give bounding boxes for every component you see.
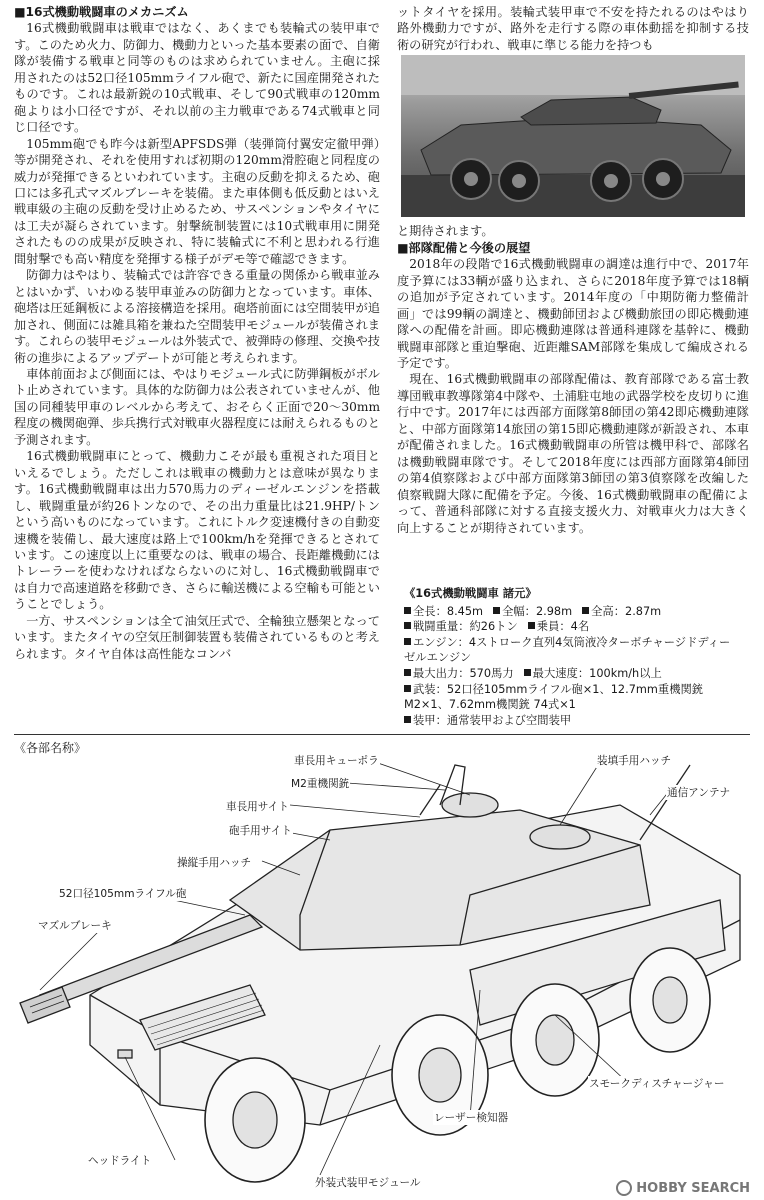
label-commander-sight: 車長用サイト [226,801,289,813]
watermark [616,1180,750,1196]
spec-item: 最大出力：570馬力 [404,666,514,682]
spec-row [404,635,744,666]
section-divider [14,734,750,735]
spec-row [404,713,744,729]
spec-row [404,666,744,682]
label-main-gun: 52口径105mmライフル砲 [59,888,187,900]
section-heading-mechanism: ■16式機動戦闘車のメカニズム [14,5,189,19]
spec-row [404,619,744,635]
spec-box [404,586,744,728]
label-gunner-sight: 砲手用サイト [229,825,292,837]
spec-item: 武装：52口径105mmライフル砲×1、12.7mm重機関銃 M2×1、7.62mm機関銃 74式×1 [404,682,704,712]
right-column [397,4,749,536]
spec-title: 《16式機動戦闘車 諸元》 [404,587,537,600]
label-smoke-discharger: スモークディスチャージャー [589,1078,725,1090]
spec-item: 全長：8.45m [404,604,483,620]
section-heading-deployment: ■部隊配備と今後の展望 [397,240,531,255]
label-m2-machine-gun: M2重機関銃 [291,778,350,790]
paragraph: 16式機動戦闘車にとって、機動力こそが最も重視された項目といえるでしょう。ただしこれは戦車の機動力とは意味が異なります。16式機動戦闘車は出力570馬力のディーゼルエンジンを搭載し、戦闘重量が約26トンなので、その出力重量比は21.9HP/トンという高いものになっています。これにトルク変速機付きの自動変速機を装備し、最大速度は路上で100km/hを発揮できるとされています。この速度以上に重要なのは、戦車の場合、長距離機動にはトレーラーを使わなければならないのに対し、16式機動戦闘車では自力で高速道路を移動でき、さらに輸送機による空輸も可能ということでしょう。 [14,449,380,612]
spec-item: 最大速度：100km/h以上 [524,666,662,682]
paragraph: 車体前面および側面には、やはりモジュール式に防弾鋼板がボルト止めされています。具体的な防御力は公表されていませんが、他国の同種装甲車のレベルから考えて、おそらく正面で20～30mm程度の機関砲弾、歩兵携行式対戦車火器程度には耐えられるものと予測されます。 [14,366,380,447]
spec-row [404,682,744,713]
label-laser-detector: レーザー検知器 [434,1112,509,1124]
label-antenna: 通信アンテナ [667,787,731,799]
paragraph: 16式機動戦闘車は戦車ではなく、あくまでも装輪式の装甲車です。このため火力、防御力、機動力といった基本要素の面で、自衛隊が装備する戦車と同等のものは求められていません。主砲に採用されたのは52口径105mmライフル砲で、新たに国産開発されたものです。これは最新鋭の10式戦車、そして90式戦車の120mm砲よりは小口径ですが、それ以前の主力戦車である74式戦車と同じ口径です。 [14,21,380,135]
paragraph-continued: ットタイヤを採用。装輪式装甲車で不安を持たれるのはやはり路外機動力ですが、路外を走行する際の車体動揺を抑制する技術の研究が行われ、戦車に準じる能力を持つも [397,5,749,52]
vehicle-photo [401,55,745,217]
label-driver-hatch: 操縦手用ハッチ [177,857,252,869]
paragraph: 防御力はやはり、装輪式では許容できる重量の関係から戦車並みとはいかず、いわゆる装甲車並みの防御力となっています。車体、砲塔は圧延鋼板による溶接構造を採用。砲塔前面には空間装甲が追加され、側面には雑具箱を兼ねた空間装甲モジュールが装備されます。これらの装甲モジュールは外装式で、被弾時の修理、交換や技術の進歩によるアップデートが可能と考えられます。 [14,268,380,365]
paragraph: 105mm砲でも昨今は新型APFSDS弾（装弾筒付翼安定徹甲弾）等が開発され、それを使用すれば初期の120mm滑腔砲と同程度の威力が発揮できるといわれています。主砲の反動を抑えるため、砲口には多孔式マズルブレーキを装備。また車体側も低反動とはいえ戦車級の主砲の反動を受け止めるため、サスペンションやタイヤには工夫が凝らされています。射撃統制装置には10式戦車用に開発されたものの成果が反映され、特に装輪式に不利と思われる行進間射撃でも高い精度を発揮する様子がデモ等で確認できます。 [14,136,380,266]
spec-item: 装甲：通常装甲および空間装甲 [404,713,571,729]
spec-row [404,604,744,620]
label-armor-module: 外装式装甲モジュール [315,1177,421,1189]
paragraph: 一方、サスペンションは全て油気圧式で、全輪独立懸架となっています。またタイヤの空気圧制御装置も装備されているものと考えられます。タイヤ自体は高性能なコンバ [14,613,380,661]
label-commander-cupola: 車長用キューポラ [294,755,379,767]
label-loader-hatch: 装填手用ハッチ [597,755,672,767]
hobby-search-logo-icon [616,1180,632,1196]
vehicle-line-drawing [0,745,764,1200]
spec-item: 乗員：4名 [528,619,589,635]
parts-title: 《各部名称》 [14,741,87,755]
label-headlight: ヘッドライト [88,1155,152,1167]
spec-item: 全幅：2.98m [493,604,572,620]
spec-item: エンジン：4ストローク直列4気筒液冷ターボチャージドディーゼルエンジン [404,635,731,665]
left-column [14,4,380,662]
paragraph: 現在、16式機動戦闘車の部隊配備は、教育部隊である富士教導団戦車教導隊第4中隊や、土浦駐屯地の武器学校を皮切りに進行中です。2017年には西部方面隊第8師団の第42即応機動連隊と、中部方面隊第14旅団の第15即応機動連隊が新設され、本車が配備されました。16式機動戦闘車の所管は機甲科で、部隊名は機動戦闘車隊です。そして2018年度には西部方面隊第4師団の第4偵察隊および中部方面隊第3師団の第3偵察隊を改編した偵察戦闘大隊に配備を予定。今後、16式機動戦闘車の配備によって、普通科部隊に対する直接支援火力、対戦車火力は大きく向上することが期待されています。 [397,372,749,535]
spec-item: 戦闘重量：約26トン [404,619,518,635]
label-muzzle-brake: マズルブレーキ [38,920,112,932]
vehicle-photo-illustration [401,55,745,217]
paragraph: 2018年の段階で16式機動戦闘車の調達は進行中で、2017年度予算には33輌が盛り込まれ、さらに2018年度予算では18輌の追加が予定されています。2014年度の「中期防衛力整備計画」では99輌の調達と、機動師団および機動旅団の即応機動連隊への配備を計画。即応機動連隊は普通科連隊を基幹に、機動戦闘車部隊と重迫撃砲、近距離SAM部隊を集成して編成される予定です。 [397,257,749,370]
watermark-text: HOBBY SEARCH [636,1180,750,1196]
paragraph-continued-end: と期待されます。 [397,224,494,239]
spec-item: 全高：2.87m [582,604,661,620]
